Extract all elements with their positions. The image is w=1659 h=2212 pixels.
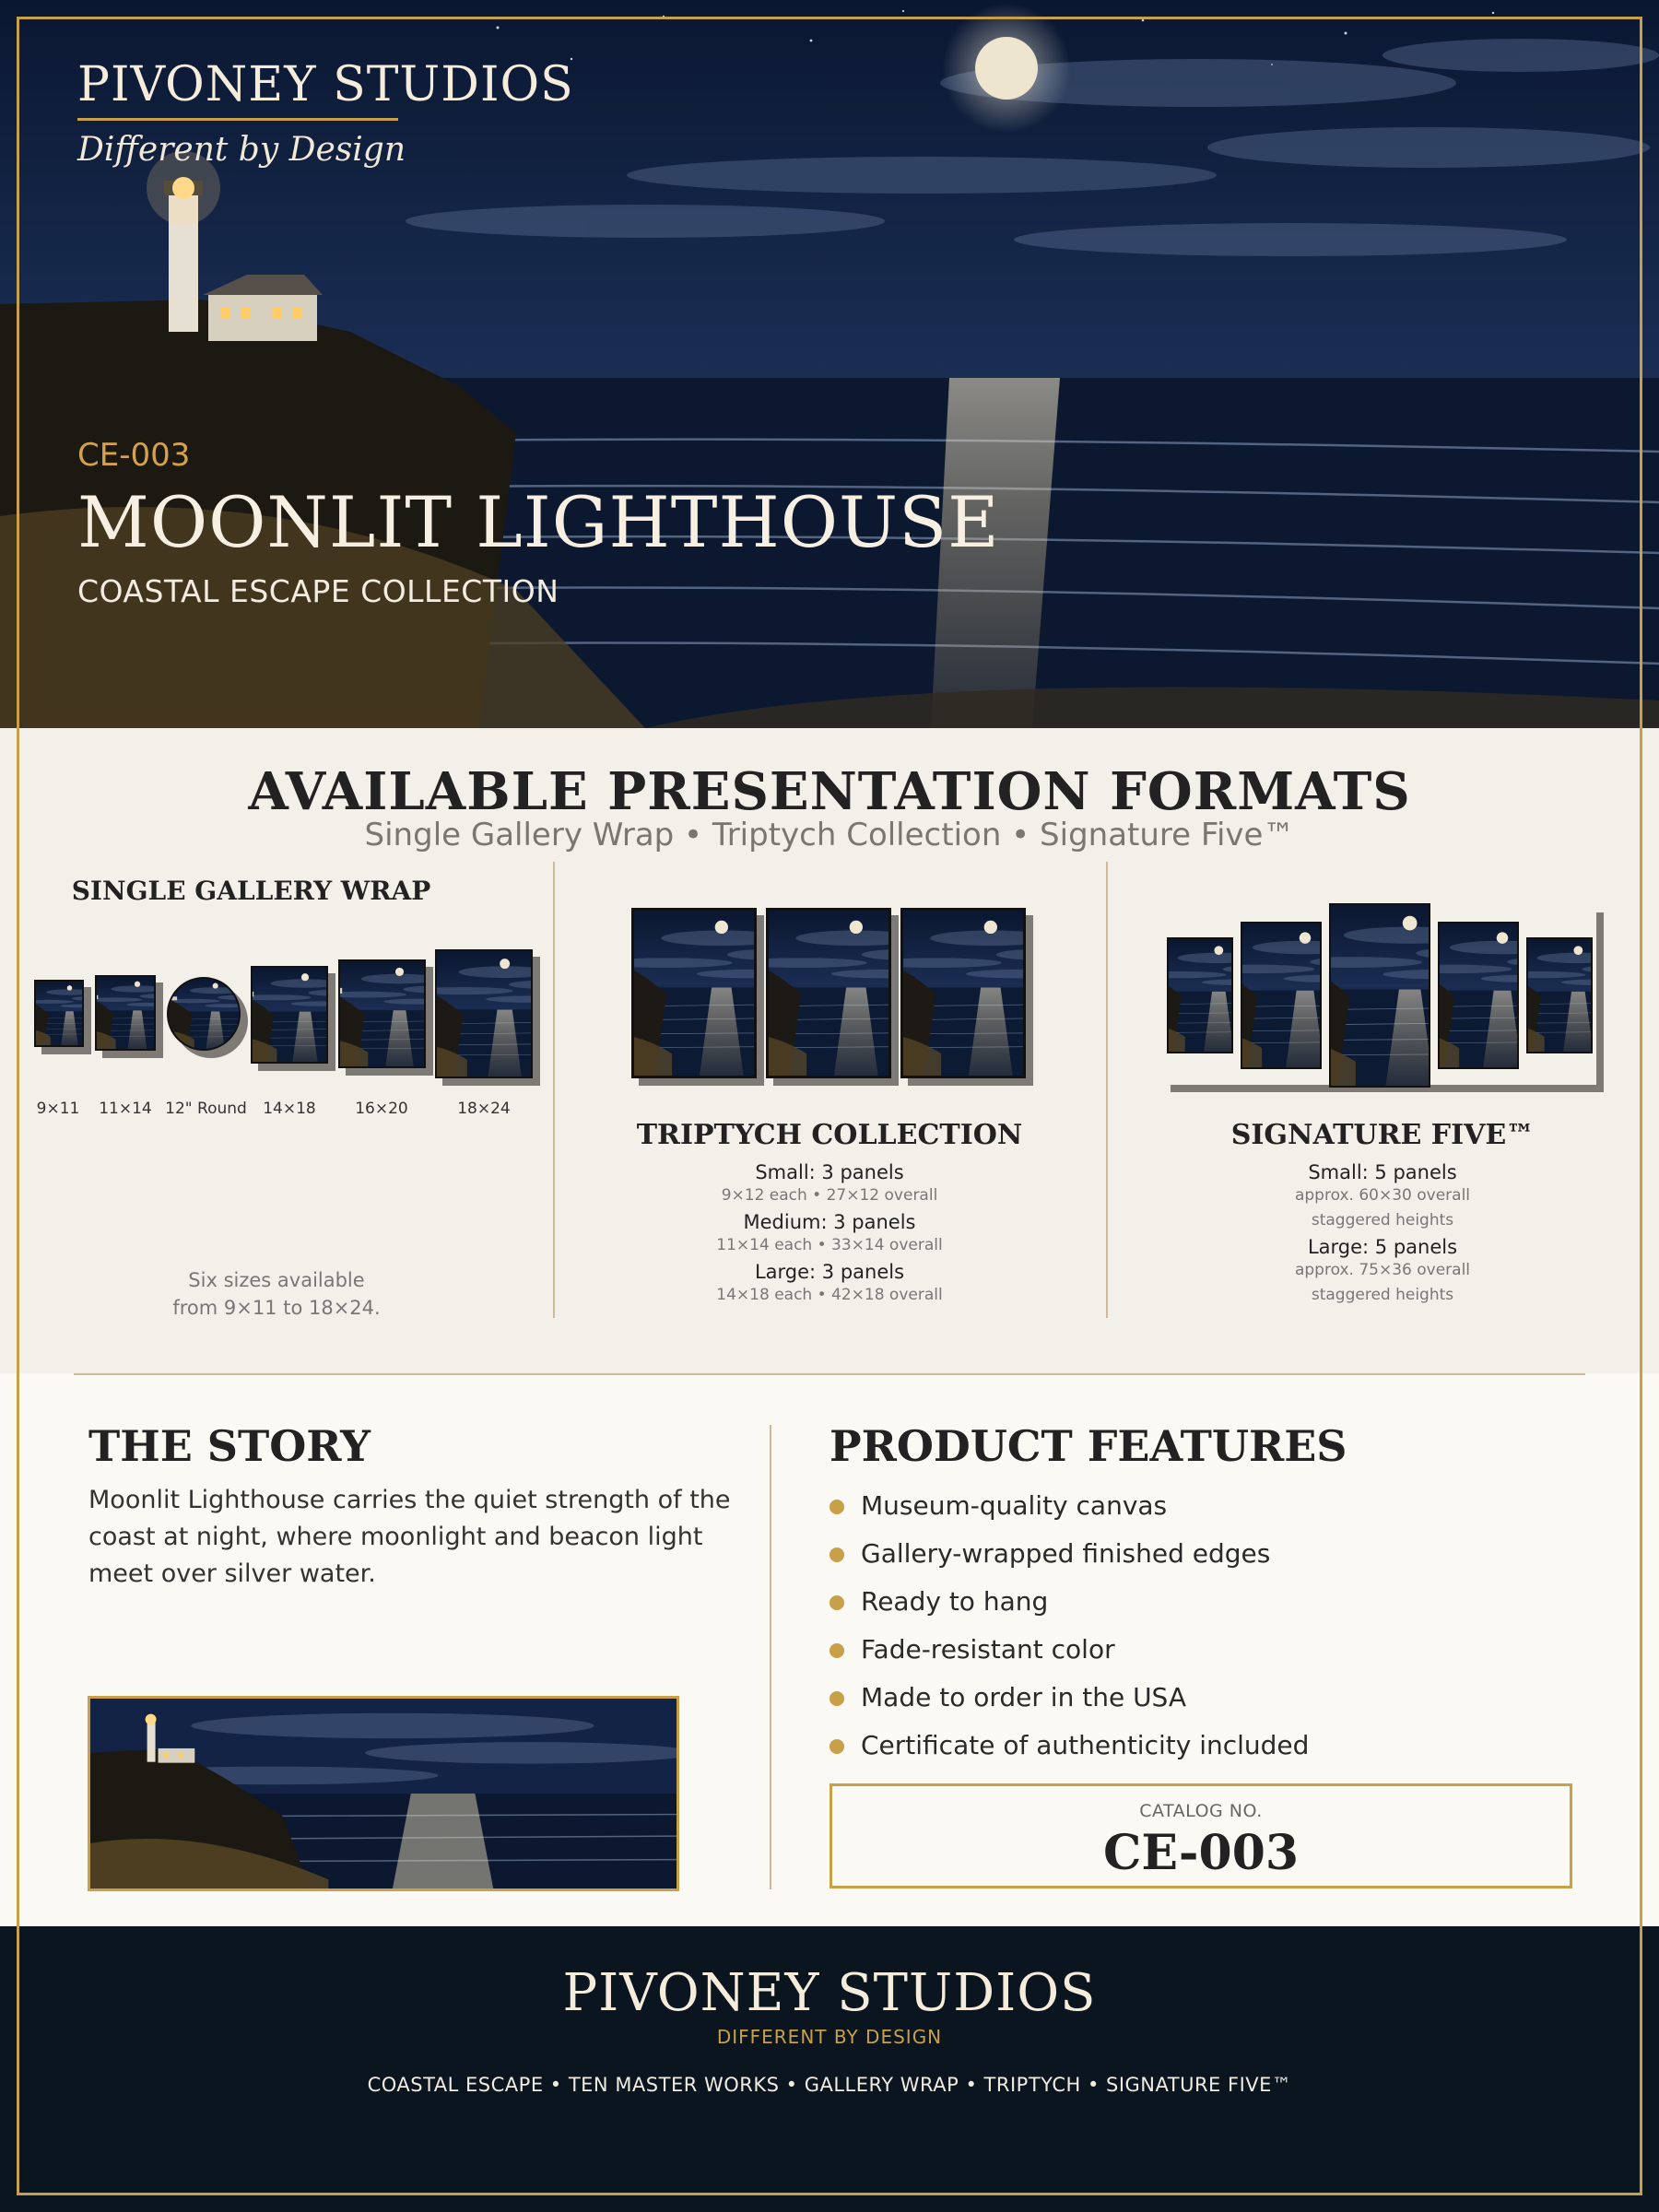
- feature-item: Certificate of authenticity included: [830, 1722, 1309, 1770]
- footer-summary: COASTAL ESCAPE • TEN MASTER WORKS • GALLERY WRAP • TRIPTYCH • SIGNATURE FIVE™: [367, 2074, 1292, 2096]
- bullet-dot: [830, 1595, 844, 1610]
- five-panel-3: [1329, 903, 1430, 1088]
- column-divider: [553, 862, 555, 1318]
- size-label: 11×14: [99, 1100, 152, 1118]
- bullet-dot: [830, 1500, 844, 1514]
- size-label: 14×18: [263, 1100, 316, 1118]
- five-panel-4: [1438, 922, 1519, 1069]
- five-panel-1: [1167, 937, 1233, 1053]
- footer-tagline: DIFFERENT BY DESIGN: [716, 2026, 943, 2048]
- single-wrap-note: Six sizes available: [188, 1269, 365, 1291]
- product-title: MOONLIT LIGHTHOUSE: [77, 481, 1000, 563]
- bullet-dot: [830, 1643, 844, 1658]
- triptych-option-detail: 11×14 each • 33×14 overall: [716, 1236, 943, 1254]
- catalog-label: CATALOG NO.: [1139, 1801, 1263, 1821]
- five-option-label: Large: 5 panels: [1307, 1236, 1458, 1258]
- size-preview-11x14: [95, 975, 156, 1051]
- features-list: [830, 1482, 1309, 1770]
- five-option-detail: approx. 60×30 overall: [1294, 1186, 1471, 1205]
- triptych-panel-center: [766, 908, 891, 1078]
- feature-item: Fade-resistant color: [830, 1626, 1309, 1674]
- product-code: CE-003: [77, 437, 191, 474]
- triptych-option-label: Medium: 3 panels: [743, 1211, 916, 1233]
- five-panel-shadow-bar: [1596, 912, 1604, 1092]
- catalog-box: [830, 1783, 1572, 1888]
- moon: [975, 37, 1038, 100]
- story-artwork: [88, 1696, 679, 1891]
- five-option-label: Small: 5 panels: [1308, 1161, 1457, 1183]
- bullet-dot: [830, 1547, 844, 1562]
- section-divider: [74, 1373, 1585, 1375]
- five-panel-2: [1241, 922, 1322, 1069]
- single-wrap-title: SINGLE GALLERY WRAP: [71, 876, 431, 906]
- size-preview-12-round: [167, 977, 241, 1051]
- triptych-option-detail: 9×12 each • 27×12 overall: [721, 1186, 938, 1205]
- size-label: 12" Round: [165, 1100, 247, 1118]
- triptych-panel-right: [900, 908, 1026, 1078]
- five-panel-5: [1526, 937, 1593, 1053]
- size-preview-16x20: [338, 959, 426, 1068]
- triptych-panel-left: [631, 908, 757, 1078]
- feature-item: Ready to hang: [830, 1578, 1309, 1626]
- hero-banner: [0, 0, 1659, 728]
- story-heading: THE STORY: [88, 1421, 371, 1471]
- triptych-option-label: Small: 3 panels: [755, 1161, 904, 1183]
- size-preview-9x11: [34, 980, 84, 1047]
- story-text: Moonlit Lighthouse carries the quiet strength of the coast at night, where moonlight and beacon light meet over silver water.: [88, 1486, 731, 1588]
- collection-name: COASTAL ESCAPE COLLECTION: [77, 573, 559, 609]
- bullet-dot: [830, 1739, 844, 1754]
- feature-item: Museum-quality canvas: [830, 1482, 1309, 1530]
- size-label: 9×11: [36, 1100, 80, 1118]
- triptych-title: TRIPTYCH COLLECTION: [636, 1119, 1023, 1151]
- feature-item: Gallery-wrapped finished edges: [830, 1530, 1309, 1578]
- column-divider: [770, 1425, 771, 1889]
- triptych-option-detail: 14×18 each • 42×18 overall: [716, 1286, 943, 1304]
- catalog-number: CE-003: [1102, 1825, 1300, 1881]
- formats-subtitle: Single Gallery Wrap • Triptych Collection • Signature Five™: [364, 817, 1295, 853]
- size-preview-14x18: [251, 966, 328, 1064]
- column-divider: [1106, 862, 1108, 1318]
- five-option-detail: staggered heights: [1311, 1211, 1454, 1230]
- feature-item: Made to order in the USA: [830, 1674, 1309, 1722]
- formats-section: [0, 728, 1659, 1373]
- brand-tagline: Different by Design: [77, 131, 406, 169]
- size-label: 16×20: [355, 1100, 408, 1118]
- bullet-dot: [830, 1691, 844, 1706]
- formats-title: AVAILABLE PRESENTATION FORMATS: [248, 761, 1411, 822]
- five-option-detail: approx. 75×36 overall: [1294, 1261, 1471, 1279]
- signature-five-title: SIGNATURE FIVE™: [1230, 1119, 1535, 1151]
- features-heading: PRODUCT FEATURES: [830, 1421, 1347, 1471]
- footer: [0, 1926, 1659, 2212]
- footer-brand: PIVONEY STUDIOS: [562, 1963, 1097, 2023]
- brand-underline: [77, 118, 398, 121]
- size-preview-18x24: [435, 949, 533, 1078]
- brand-name: PIVONEY STUDIOS: [77, 57, 574, 112]
- single-wrap-note: from 9×11 to 18×24.: [172, 1297, 381, 1319]
- triptych-option-label: Large: 3 panels: [754, 1261, 905, 1283]
- size-label: 18×24: [457, 1100, 511, 1118]
- info-section: [0, 1373, 1659, 1926]
- five-option-detail: staggered heights: [1311, 1286, 1454, 1304]
